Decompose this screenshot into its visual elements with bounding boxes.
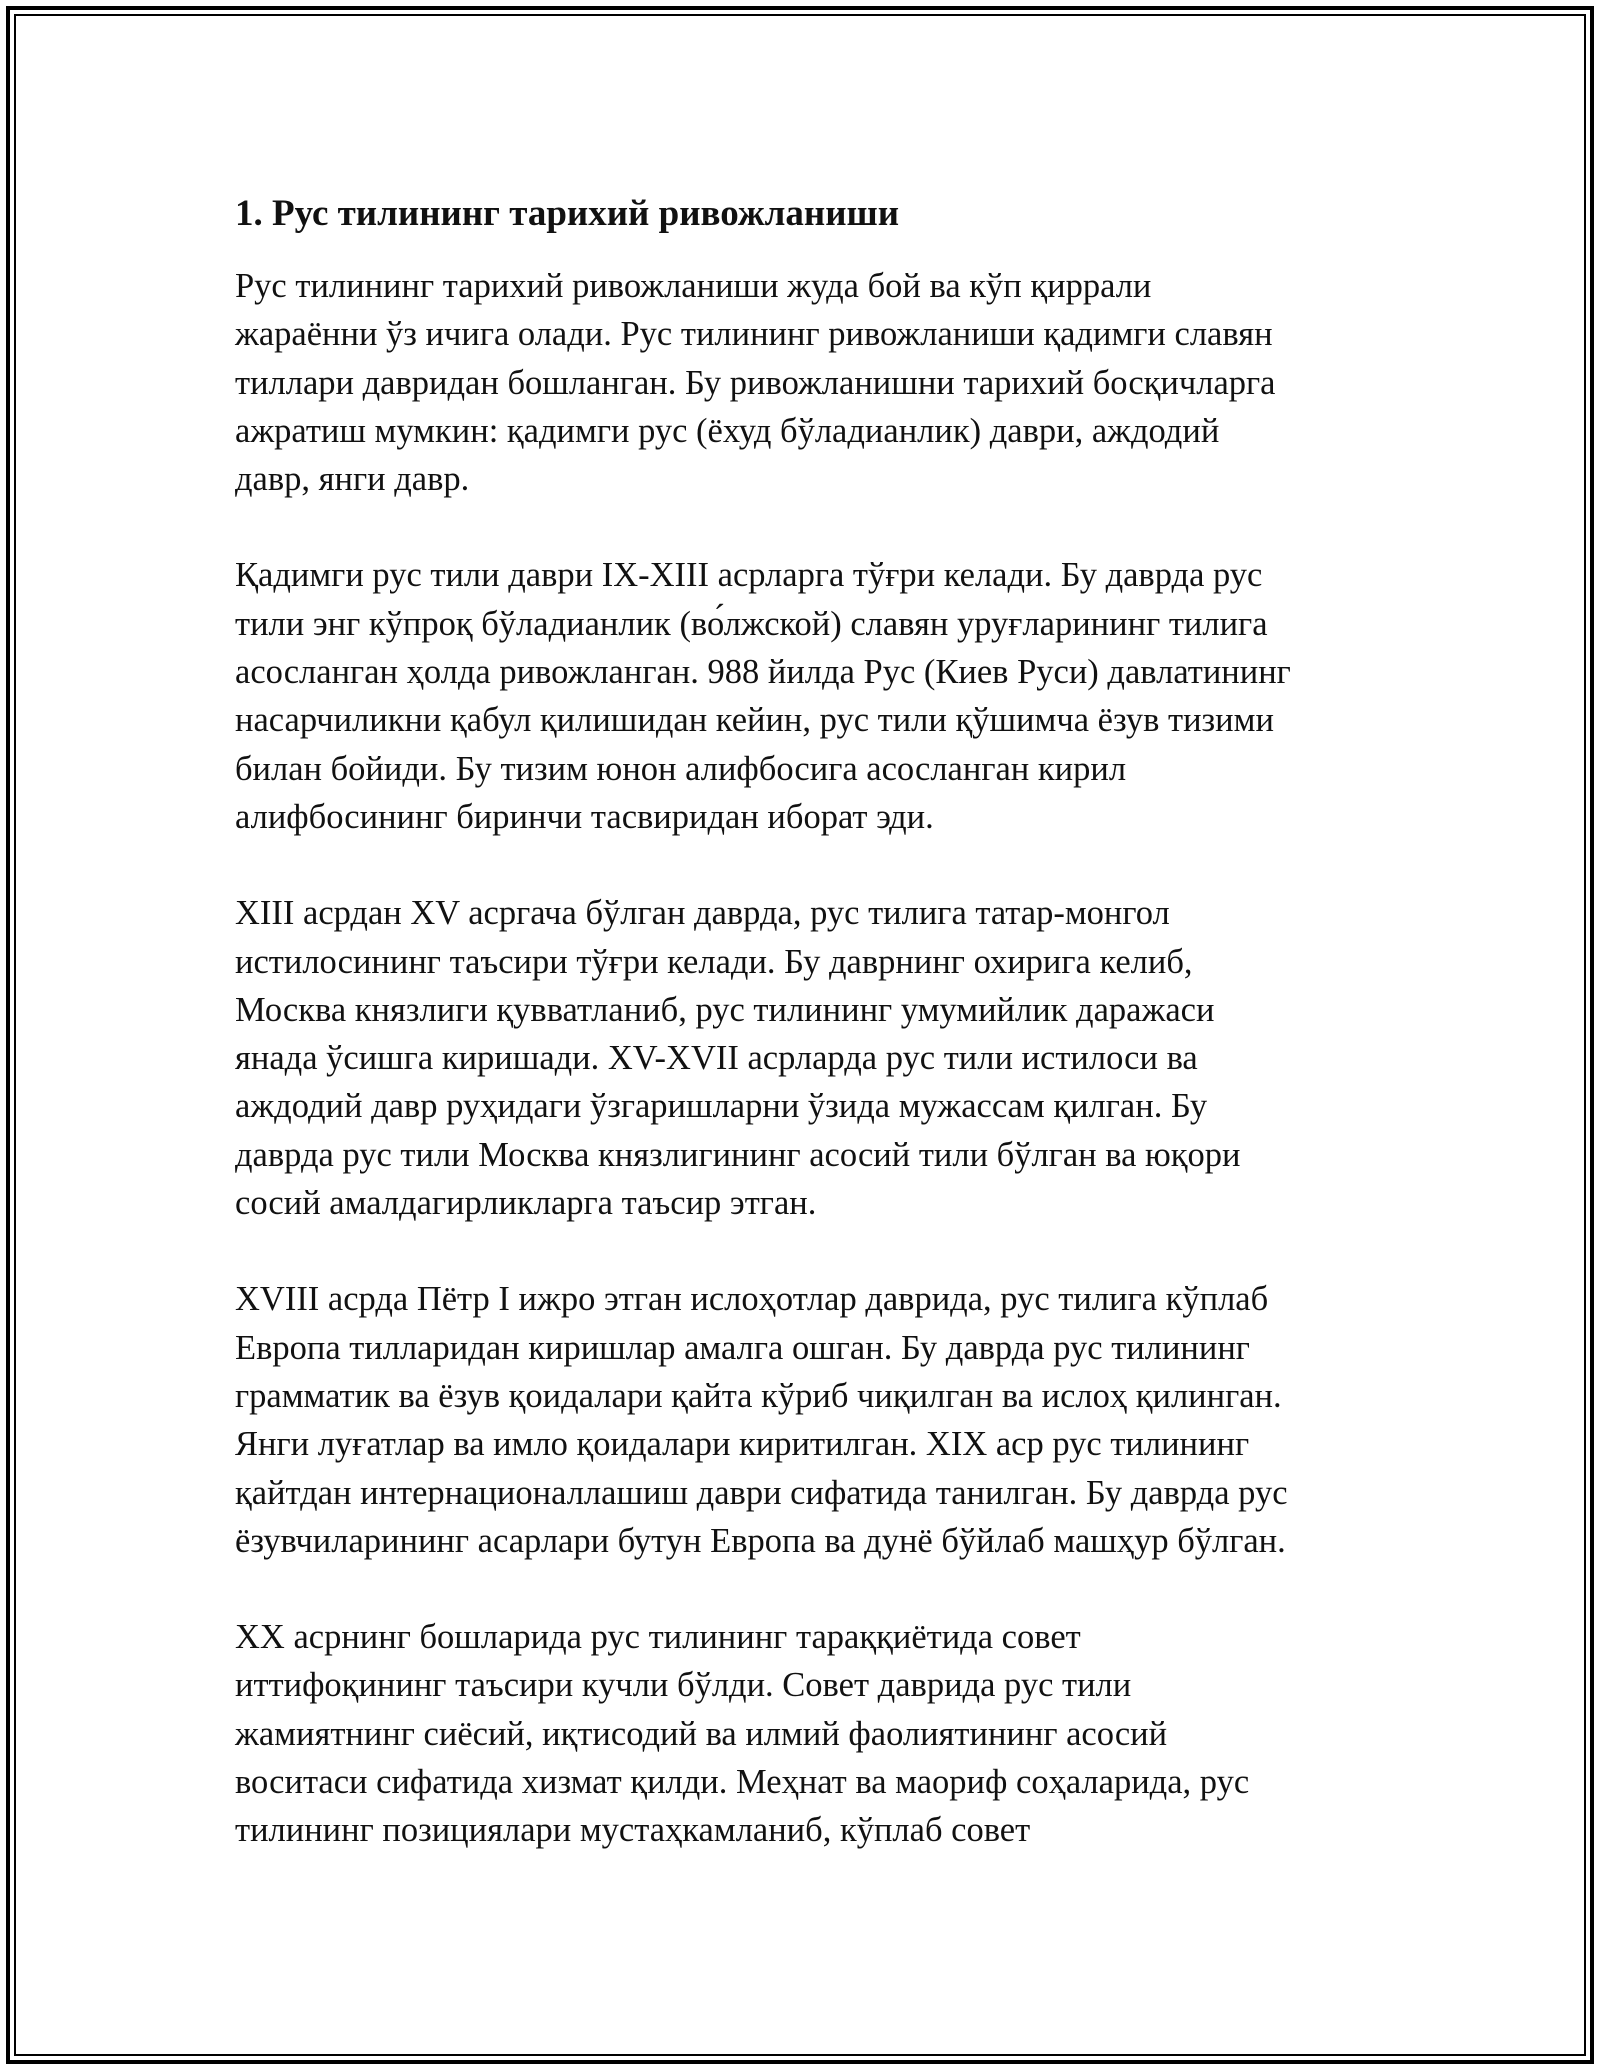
paragraph (235, 262, 1385, 503)
paragraph-line: ёзувчиларининг асарлари бутун Европа ва дунё бўйлаб машҳур бўлган. (235, 1521, 1286, 1560)
paragraph-line: Рус тилининг тарихий ривожланиши жуда бой ва кўп қиррали (235, 267, 1152, 305)
paragraph-line: Москва князлиги қувватланиб, рус тилининг умумийлик даражаси (235, 990, 1215, 1029)
paragraph-line: Европа тилларидан киришлар амалга ошган. Бу даврда рус тилининг (235, 1328, 1250, 1367)
paragraph-line: тилининг позициялари мустаҳкамланиб, кўплаб совет (235, 1811, 1031, 1850)
paragraph-line: XX асрнинг бошларида рус тилининг тараққиётида совет (235, 1618, 1081, 1657)
paragraph-line: истилосининг таъсири тўғри келади. Бу даврнинг охирига келиб, (235, 942, 1193, 981)
paragraph-line: иттифоқининг таъсири кучли бўлди. Совет даврида рус тили (235, 1666, 1132, 1705)
paragraph-line: Қадимги рус тили даври IX-XIII асрларга тўғри келади. Бу даврда рус (235, 556, 1263, 595)
paragraph-line: воситаси сифатида хизмат қилди. Меҳнат ва маориф соҳаларида, рус (235, 1763, 1250, 1802)
paragraph-line: билан бойиди. Бу тизим юнон алифбосига асосланган кирил (235, 749, 1127, 788)
paragraph-line: сосий амалдагирликларга таъсир этган. (235, 1184, 817, 1223)
paragraph (235, 551, 1385, 841)
paragraph-line: асосланган ҳолда ривожланган. 988 йилда Рус (Киев Руси) давлатининг (235, 653, 1291, 692)
paragraph-line: Янги луғатлар ва имло қоидалари киритилган. XIX аср рус тилининг (235, 1425, 1250, 1464)
paragraph-line: даврда рус тили Москва князлигининг асосий тили бўлган ва юқори (235, 1135, 1241, 1174)
paragraph-line: жамиятнинг сиёсий, иқтисодий ва илмий фаолиятининг асосий (235, 1714, 1168, 1753)
paragraph-line: қайтдан интернационаллашиш даври сифатида танилган. Бу даврда рус (235, 1473, 1288, 1512)
paragraph-line: янада ўсишга киришади. XV-XVII асрларда рус тили истилоси ва (235, 1039, 1198, 1078)
paragraph (235, 889, 1385, 1227)
paragraph-line: XVIII асрда Пётр I ижро этган ислоҳотлар даврида, рус тилига кўплаб (235, 1280, 1269, 1319)
paragraph-line: давр, янги давр. (235, 460, 470, 499)
paragraph-line: тиллари давридан бошланган. Бу ривожланишни тарихий босқичларга (235, 363, 1276, 402)
paragraph-line: алифбосининг биринчи тасвиридан иборат эди. (235, 797, 934, 836)
document-body (235, 188, 1385, 1903)
paragraph-line: XIII асрдан XV асргача бўлган даврда, рус тилига татар-монгол (235, 894, 1170, 933)
paragraph-line: тили энг кўпроқ бўладианлик (во́лжской) славян уруғларининг тилига (235, 604, 1268, 643)
paragraph (235, 1613, 1385, 1854)
document-title: 1. Рус тилининг тарихий ривожланиши (235, 193, 900, 234)
paragraph-line: жараённи ўз ичига олади. Рус тилининг ривожланиши қадимги славян (235, 315, 1273, 354)
paragraph-line: насарчиликни қабул қилишидан кейин, рус тили қўшимча ёзув тизими (235, 701, 1274, 740)
paragraph (235, 1275, 1385, 1565)
paragraph-line: аждодий давр руҳидаги ўзгаришларни ўзида мужассам қилган. Бу (235, 1087, 1208, 1126)
paragraph-line: ажратиш мумкин: қадимги рус (ёхуд бўладианлик) даври, аждодий (235, 411, 1220, 450)
paragraph-list (235, 262, 1385, 1855)
paragraph-line: грамматик ва ёзув қоидалари қайта кўриб чиқилган ва ислоҳ қилинган. (235, 1376, 1282, 1415)
